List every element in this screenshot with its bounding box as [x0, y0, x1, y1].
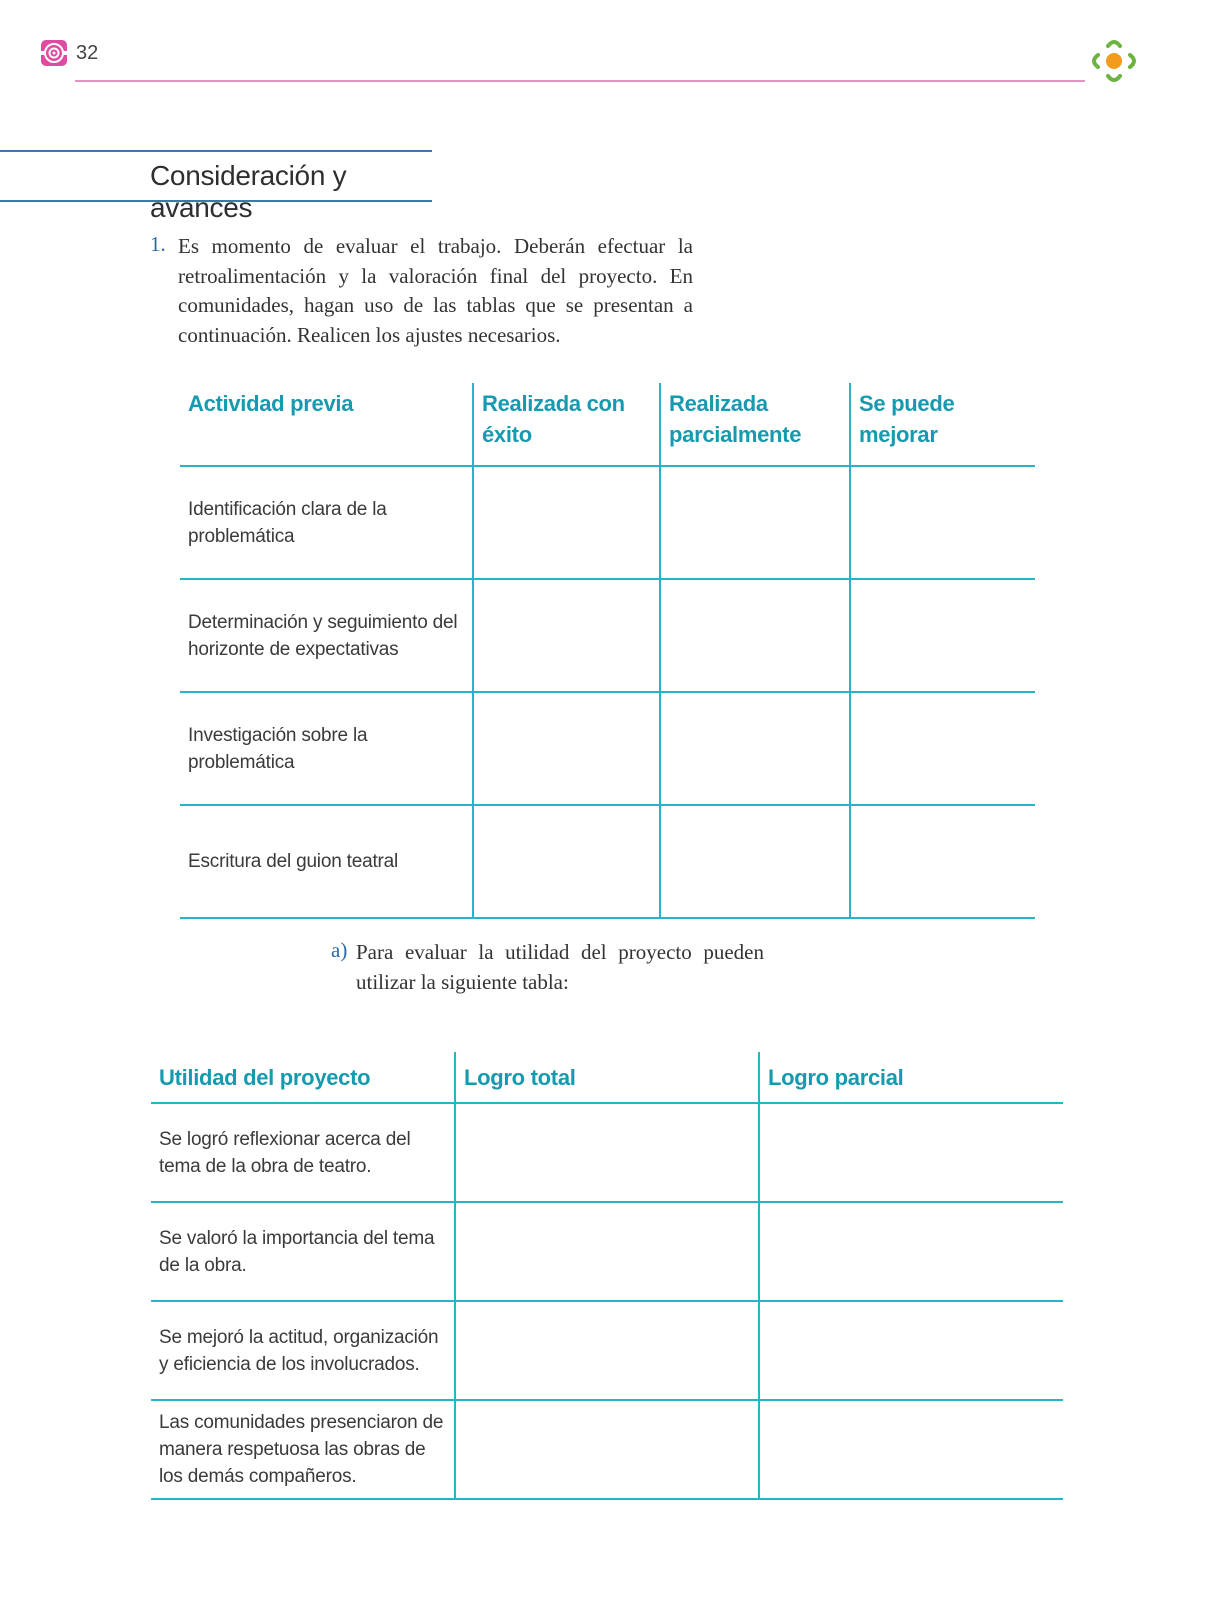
answer-cell[interactable]: [455, 1202, 759, 1301]
table-row: [180, 579, 1035, 692]
column-header: Actividad previa: [180, 383, 473, 466]
column-header: Se puede mejorar: [850, 383, 1035, 466]
answer-cell[interactable]: [473, 466, 660, 579]
section-title-band: [0, 150, 432, 223]
answer-cell[interactable]: [850, 805, 1035, 918]
answer-cell[interactable]: [473, 805, 660, 918]
row-label: Se mejoró la actitud, organización y eficiencia de los involucrados.: [151, 1301, 455, 1400]
table-row: [180, 692, 1035, 805]
answer-cell[interactable]: [660, 579, 850, 692]
answer-cell[interactable]: [850, 579, 1035, 692]
table-header-row: [151, 1052, 1063, 1103]
answer-cell[interactable]: [455, 1400, 759, 1499]
answer-cell[interactable]: [473, 579, 660, 692]
answer-cell[interactable]: [850, 692, 1035, 805]
answer-cell[interactable]: [759, 1400, 1063, 1499]
table-row: [151, 1103, 1063, 1202]
seeds-brand-icon: [1088, 36, 1140, 86]
table-row: [151, 1202, 1063, 1301]
section-title: Consideración y avances: [150, 160, 347, 223]
answer-cell[interactable]: [473, 692, 660, 805]
answer-cell[interactable]: [660, 805, 850, 918]
row-label: Las comunidades presenciaron de manera respetuosa las obras de los demás compañeros.: [151, 1400, 455, 1499]
row-label: Identificación clara de la problemática: [180, 466, 473, 579]
evaluation-table: [180, 383, 1035, 919]
column-header: Realizada con éxito: [473, 383, 660, 466]
answer-cell[interactable]: [759, 1301, 1063, 1400]
row-label: Investigación sobre la problemática: [180, 692, 473, 805]
instruction-text: Es momento de evaluar el trabajo. Deberán efectuar la retroalimentación y la valoración final del proyecto. En comunidades, hagan uso de las tablas que se presentan a continuación. Realicen los ajustes necesarios.: [178, 234, 693, 347]
table-row: [180, 805, 1035, 918]
answer-cell[interactable]: [850, 466, 1035, 579]
table-row: [180, 466, 1035, 579]
column-header: Realizada parcialmente: [660, 383, 850, 466]
sub-instruction-text: Para evaluar la utilidad del proyecto pueden utilizar la siguiente tabla:: [356, 940, 764, 994]
table-header-row: [180, 383, 1035, 466]
utility-table: [151, 1052, 1063, 1500]
instruction-number: 1.: [150, 232, 166, 256]
row-label: Determinación y seguimiento del horizonte de expectativas: [180, 579, 473, 692]
header-rule: [75, 80, 1085, 82]
table-row: [151, 1400, 1063, 1499]
answer-cell[interactable]: [455, 1103, 759, 1202]
column-header: Utilidad del proyecto: [151, 1052, 455, 1103]
answer-cell[interactable]: [660, 466, 850, 579]
sub-instruction-letter: a): [331, 938, 348, 962]
row-label: Se valoró la importancia del tema de la obra.: [151, 1202, 455, 1301]
decorative-flower-icon: [40, 38, 68, 68]
row-label: Escritura del guion teatral: [180, 805, 473, 918]
answer-cell[interactable]: [660, 692, 850, 805]
row-label: Se logró reflexionar acerca del tema de la obra de teatro.: [151, 1103, 455, 1202]
answer-cell[interactable]: [455, 1301, 759, 1400]
answer-cell[interactable]: [759, 1103, 1063, 1202]
page-number: 32: [76, 42, 99, 64]
column-header: Logro parcial: [759, 1052, 1063, 1103]
table-row: [151, 1301, 1063, 1400]
column-header: Logro total: [455, 1052, 759, 1103]
answer-cell[interactable]: [759, 1202, 1063, 1301]
